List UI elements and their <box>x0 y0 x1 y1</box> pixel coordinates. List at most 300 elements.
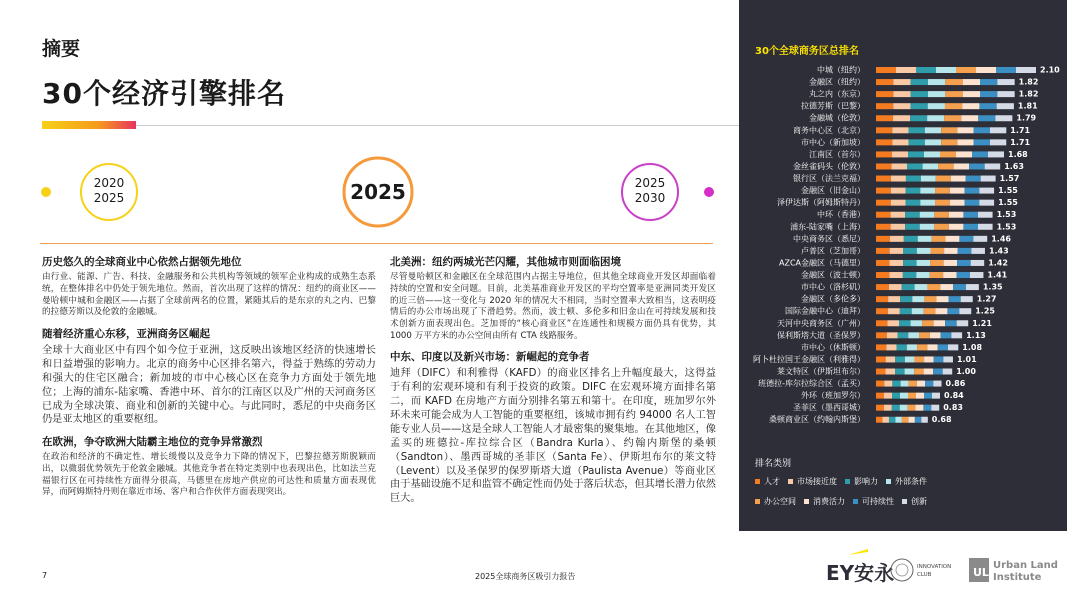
bar-segment <box>917 344 927 350</box>
value-label: 1.63 <box>1004 161 1024 171</box>
value-label: 1.82 <box>1018 89 1039 99</box>
value-label: 1.55 <box>998 198 1018 208</box>
bar-segment <box>876 272 889 278</box>
bar-segment <box>876 151 892 157</box>
bar-segment <box>917 381 925 387</box>
bar-segment <box>972 151 988 157</box>
bar-segment <box>876 91 893 97</box>
bar-segment <box>915 284 928 290</box>
legend-swatch <box>788 479 793 484</box>
bar-segment <box>890 260 904 266</box>
bar-segment <box>950 188 965 194</box>
bar-segment <box>916 405 924 411</box>
bar-segment <box>963 212 978 218</box>
bar-segment <box>907 163 923 169</box>
row-label: 保利斯塔大道（圣保罗） <box>777 330 865 340</box>
timeline-right-year-2: 2030 <box>634 191 666 205</box>
bar-segment <box>932 393 940 399</box>
row-label: 天河中央商务区（广州） <box>777 318 865 328</box>
bar-segment <box>965 200 980 206</box>
row-label: 班德拉-库尔拉综合区（孟买） <box>758 379 865 389</box>
row-label: 莱文特区（伊斯坦布尔） <box>777 367 865 376</box>
bar-segment <box>936 67 956 73</box>
bar-segment <box>892 381 900 387</box>
bar-segment <box>892 405 900 411</box>
row-label: 泽伊达斯（阿姆斯特丹） <box>777 198 865 208</box>
legend-swatch <box>755 479 760 484</box>
bar-segment <box>997 79 1014 85</box>
bar-segment <box>985 163 1001 169</box>
bar-segment <box>911 91 928 97</box>
value-label: 1.08 <box>962 342 983 352</box>
bar-segment <box>908 405 916 411</box>
legend-item <box>788 476 837 487</box>
value-label: 1.01 <box>956 354 977 364</box>
bar-segment <box>934 212 949 218</box>
legend-item <box>845 476 878 487</box>
bar-segment <box>889 284 902 290</box>
bar-segment <box>876 381 884 387</box>
bar-segment <box>927 284 940 290</box>
bar-segment <box>951 176 966 182</box>
bar-segment <box>916 272 929 278</box>
bar-segment <box>924 356 934 362</box>
bar-segment <box>890 248 904 254</box>
value-label: 0.84 <box>944 391 964 401</box>
timeline-left-year-2: 2025 <box>93 191 125 205</box>
value-label: 2.10 <box>1040 65 1060 75</box>
bar-segment <box>956 151 972 157</box>
bar-segment <box>971 248 985 254</box>
bar-segment <box>943 356 953 362</box>
bar-segment <box>966 284 979 290</box>
value-label: 1.00 <box>956 367 976 376</box>
legend-label: 人才 <box>764 477 780 486</box>
bar-segment <box>900 393 908 399</box>
bar-segment <box>889 272 902 278</box>
bar-segment <box>928 79 945 85</box>
bar-segment <box>876 296 888 302</box>
section-heading: 历史悠久的全球商业中心依然占据领先地位 <box>42 256 242 268</box>
legend-label: 外部条件 <box>895 477 927 486</box>
uli-logo-line2: Institute <box>993 572 1042 583</box>
bar-segment <box>957 127 973 133</box>
bar-segment <box>876 369 886 375</box>
bar-segment <box>928 91 945 97</box>
row-label: 圣菲区（墨西哥城） <box>793 403 865 413</box>
bar-segment <box>876 260 890 266</box>
timeline-end-dot <box>704 187 714 197</box>
legend-swatch <box>853 499 858 504</box>
bar-segment <box>876 79 893 85</box>
bar-segment <box>888 296 900 302</box>
bar-segment <box>924 393 932 399</box>
bar-segment <box>904 236 918 242</box>
bar-segment <box>938 344 948 350</box>
bar-segment <box>876 176 891 182</box>
bar-segment <box>903 260 917 266</box>
bar-segment <box>876 320 888 326</box>
bar-segment <box>976 67 996 73</box>
bar-segment <box>921 417 927 423</box>
row-label: 金丝雀码头（伦敦） <box>793 161 865 171</box>
bar-segment <box>931 405 939 411</box>
bar-segment <box>891 224 906 230</box>
bar-segment <box>945 79 962 85</box>
bar-segment <box>979 200 994 206</box>
row-label: AZCA金融区（马德里） <box>778 258 865 268</box>
bar-segment <box>902 417 908 423</box>
bar-segment <box>907 344 917 350</box>
innovation-club-logo <box>890 556 970 584</box>
bar-segment <box>940 284 953 290</box>
bar-segment <box>893 91 910 97</box>
bar-segment <box>923 405 931 411</box>
svg-text:ULI: ULI <box>973 566 994 579</box>
bar-segment <box>892 127 908 133</box>
section-body: 由行业、能源、广告、科技、金融服务和公共机构等领域的领军企业构成的成熟生态系统，在整体排名中仍处于领先地位。然而，首次出现了这样的情况：纽约的商业区——曼哈顿中城和金融区——占据了全球前两名的位置，紧随其后的是东京的丸之内、巴黎的拉德芳斯以及伦敦的金融城。 <box>42 272 376 318</box>
bar-segment <box>930 272 943 278</box>
bar-segment <box>905 356 915 362</box>
bar-segment <box>876 127 892 133</box>
bar-segment <box>973 236 987 242</box>
bar-segment <box>941 139 957 145</box>
bar-segment <box>876 200 891 206</box>
bar-segment <box>876 236 890 242</box>
bar-segment <box>925 139 941 145</box>
bar-segment <box>909 381 917 387</box>
chart-legend <box>755 476 1005 516</box>
bar-segment <box>884 393 892 399</box>
bar-segment <box>933 369 943 375</box>
bar-segment <box>876 308 888 314</box>
value-label: 0.83 <box>943 403 963 413</box>
value-label: 1.41 <box>987 270 1008 280</box>
bar-segment <box>988 151 1004 157</box>
row-label: 金融区（纽约） <box>809 77 865 87</box>
section-heading: 北美洲：纽约两城光芒闪耀，其他城市则面临困境 <box>390 256 621 268</box>
bar-segment <box>909 127 925 133</box>
bar-segment <box>895 417 901 423</box>
legend-swatch <box>755 499 760 504</box>
bar-segment <box>945 320 957 326</box>
bar-segment <box>934 224 949 230</box>
bar-segment <box>933 381 941 387</box>
bar-segment <box>990 139 1006 145</box>
bar-segment <box>974 127 990 133</box>
bar-segment <box>978 212 993 218</box>
bar-segment <box>956 67 976 73</box>
bar-segment <box>891 188 906 194</box>
section-body: 迪拜（DIFC）和利雅得（KAFD）的商业区排名上升幅度最大，这得益于有利的宏观环境和有利于投资的政策。DIFC 在宏观环境方面排名第二，而 KAFD 在房地产方面分别排名第五和第十。在印度，班加罗尔外环未来可能会成为人工智能的重要枢纽，该城市拥有约 94000 名人工智能专业人员——这是全球人工智能人才最密集的聚集地。在其他地区，像孟买的班德拉-库拉综合区（Bandra Kurla）、约翰内斯堡的桑顿（Sandton）、墨西哥城的圣菲区（Santa Fe）、伊斯坦布尔的莱文特（Levent）以及圣保罗的保罗斯塔大道（Paulista Avenue）等商业区由于基础设施不足和监管不确定性而仍处于落后状态，但其增长潜力依然巨大。 <box>390 368 716 505</box>
bar-segment <box>910 103 927 109</box>
bar-segment <box>884 405 892 411</box>
bar-segment <box>936 176 951 182</box>
bar-segment <box>910 115 927 121</box>
bar-segment <box>886 356 896 362</box>
bar-segment <box>953 284 966 290</box>
row-label: 金融城（伦敦） <box>809 113 865 123</box>
value-label: 0.68 <box>931 415 952 425</box>
legend-row <box>755 496 1005 507</box>
legend-swatch <box>902 499 907 504</box>
bar-segment <box>920 188 935 194</box>
bar-segment <box>957 260 971 266</box>
section-heading: 随着经济重心东移，亚洲商务区崛起 <box>42 327 210 340</box>
bar-segment <box>944 115 961 121</box>
bar-segment <box>908 393 916 399</box>
bar-segment <box>918 236 932 242</box>
bar-segment <box>876 139 892 145</box>
ey-logo <box>826 549 895 585</box>
legend-item <box>755 496 796 507</box>
bar-segment <box>981 176 996 182</box>
row-label: 市中心（洛杉矶） <box>801 282 865 292</box>
bar-segment <box>936 308 948 314</box>
bar-segment <box>884 381 892 387</box>
bar-segment <box>901 381 909 387</box>
value-label: 1.71 <box>1010 137 1031 147</box>
bar-segment <box>974 139 990 145</box>
timeline-start-dot <box>41 187 51 197</box>
page-title: 30个经济引擎排名 <box>42 77 286 110</box>
bar-segment <box>944 260 958 266</box>
page-number: 7 <box>42 571 48 580</box>
row-label: 银行区（法兰克福） <box>793 174 865 184</box>
bar-segment <box>912 296 924 302</box>
bar-segment <box>876 163 892 169</box>
bar-segment <box>924 369 934 375</box>
bar-segment <box>888 320 900 326</box>
bar-segment <box>945 103 962 109</box>
legend-label: 创新 <box>911 497 927 506</box>
bar-segment <box>882 417 888 423</box>
bar-segment <box>893 103 910 109</box>
row-label: 金融区（波士顿） <box>801 270 865 280</box>
bar-segment <box>911 320 923 326</box>
bar-segment <box>927 115 944 121</box>
bar-segment <box>996 67 1016 73</box>
section-kicker: 摘要 <box>42 38 81 60</box>
legend-swatch <box>886 479 891 484</box>
bar-segment <box>876 284 889 290</box>
bar-segment <box>876 103 893 109</box>
row-label: 国际金融中心（迪拜） <box>785 306 865 316</box>
bar-segment <box>978 115 995 121</box>
bar-segment <box>954 163 970 169</box>
bar-segment <box>917 248 931 254</box>
bar-segment <box>876 188 891 194</box>
bar-segment <box>949 224 964 230</box>
legend-label: 消费活力 <box>813 497 845 506</box>
bar-segment <box>995 115 1012 121</box>
legend-item <box>804 496 845 507</box>
row-label: 拉德芳斯（巴黎） <box>801 101 865 111</box>
bar-segment <box>900 296 912 302</box>
bar-segment <box>978 224 993 230</box>
legend-swatch <box>845 479 850 484</box>
row-label: 商务中心区（北京） <box>793 125 865 135</box>
bar-segment <box>927 344 937 350</box>
value-label: 1.81 <box>1017 101 1038 111</box>
bar-segment <box>930 332 941 338</box>
row-label: 金融区（旧金山） <box>801 186 865 196</box>
timeline <box>40 155 720 235</box>
timeline-center-year: 2025 <box>350 180 406 204</box>
section-body: 尽管曼哈顿区和金融区在全球范围内占据主导地位，但其他全球商业开发区却面临着持续的空置和安全问题。目前，北美基准商业开发区的平均空置率是亚洲同类开发区的近三倍——这一变化与 2020 年的情况大不相同，当时空置率大致相当，这表明疫情后的办公市场出现了下滑趋势。然而，波士顿、多伦多和旧金山在可持续发展和技术创新方面表现出色。芝加哥的“核心商业区”在连通性和规模方面仍具有优势，其 1000 万平方米的办公空间由所有 CTA 线路服务。 <box>390 272 716 341</box>
bar-segment <box>888 308 900 314</box>
bar-segment <box>886 369 896 375</box>
bar-segment <box>906 176 921 182</box>
bar-segment <box>916 67 936 73</box>
club-logo-line1: INNOVATION <box>917 564 952 570</box>
bar-segment <box>946 236 960 242</box>
value-label: 1.46 <box>991 234 1011 244</box>
bar-segment <box>893 115 910 121</box>
bar-segment <box>990 127 1006 133</box>
row-label: 金融区（多伦多） <box>801 294 865 304</box>
value-label: 1.27 <box>976 294 997 304</box>
value-label: 1.21 <box>972 318 992 328</box>
left-column <box>42 256 376 508</box>
bar-segment <box>916 393 924 399</box>
value-label: 1.35 <box>982 282 1003 292</box>
footer-report-title: 2025全球商务区吸引力报告 <box>475 572 576 581</box>
bar-segment <box>951 332 962 338</box>
timeline-divider <box>40 243 713 244</box>
bar-segment <box>906 200 921 206</box>
row-label: 市中心（休斯顿） <box>801 342 865 352</box>
bar-segment <box>1016 67 1036 73</box>
bar-segment <box>934 356 944 362</box>
bar-segment <box>911 79 928 85</box>
section-heading: 中东、印度以及新兴市场：新崛起的竞争者 <box>390 351 590 364</box>
row-label: 浦东-陆家嘴（上海） <box>790 222 865 232</box>
bar-segment <box>943 369 953 375</box>
bar-segment <box>948 344 958 350</box>
bar-segment <box>876 332 887 338</box>
bar-segment <box>889 417 895 423</box>
bar-segment <box>876 115 893 121</box>
bar-segment <box>903 248 917 254</box>
bar-segment <box>980 79 997 85</box>
bar-segment <box>935 188 950 194</box>
bar-segment <box>930 248 944 254</box>
bar-segment <box>935 200 950 206</box>
bar-segment <box>905 224 920 230</box>
bar-segment <box>898 332 909 338</box>
bar-segment <box>943 272 956 278</box>
bar-segment <box>895 369 905 375</box>
bar-segment <box>950 200 965 206</box>
bar-segment <box>944 248 958 254</box>
bar-segment <box>970 272 983 278</box>
bar-segment <box>900 308 912 314</box>
bar-segment <box>921 176 936 182</box>
bar-segment <box>957 139 973 145</box>
bar-segment <box>949 296 961 302</box>
bar-segment <box>923 163 939 169</box>
bar-segment <box>938 163 954 169</box>
legend-item <box>886 476 927 487</box>
bar-segment <box>914 369 924 375</box>
bar-segment <box>920 200 935 206</box>
bar-segment <box>892 151 908 157</box>
bar-segment <box>876 212 891 218</box>
bar-segment <box>936 296 948 302</box>
row-label: 桑顿商业区（约翰内斯堡） <box>769 415 865 425</box>
bar-segment <box>932 236 946 242</box>
bar-segment <box>949 212 964 218</box>
bar-segment <box>908 151 924 157</box>
legend-row <box>755 476 1005 487</box>
uli-logo-line1: Urban Land <box>993 560 1058 571</box>
legend-item <box>853 496 894 507</box>
section-body: 在政治和经济的不确定性、增长缓慢以及竞争力下降的情况下，巴黎拉德芳斯脱颖而出，以微弱优势领先于伦敦金融城。其他竞争者在特定类别中也表现出色，比如法兰克福银行区在可持续性方面得分很高，马德里在房地产供应的可达性和质量方面表现优异，而阿姆斯特丹则在靠近市场、客户和合作伙伴方面表现突出。 <box>42 452 376 498</box>
bar-segment <box>899 320 911 326</box>
section-heading: 在欧洲，争夺欧洲大陆霸主地位的竞争异常激烈 <box>42 436 263 449</box>
bar-segment <box>876 344 886 350</box>
club-logo-line2: CLUB <box>917 572 932 578</box>
bar-segment <box>896 67 916 73</box>
bar-segment <box>876 356 886 362</box>
bar-segment <box>895 356 905 362</box>
value-label: 1.71 <box>1010 125 1031 135</box>
bar-segment <box>997 103 1014 109</box>
row-label: 阿卜杜拉国王金融区（利雅得） <box>753 354 865 364</box>
bar-segment <box>915 417 921 423</box>
row-label: 江南区（首尔） <box>809 149 865 159</box>
bar-segment <box>971 260 985 266</box>
bar-segment <box>905 212 920 218</box>
value-label: 1.43 <box>988 246 1009 256</box>
bar-segment <box>979 103 996 109</box>
value-label: 1.25 <box>975 306 995 316</box>
bar-segment <box>945 91 962 97</box>
bar-segment <box>886 344 896 350</box>
bar-segment <box>934 320 946 326</box>
bar-segment <box>962 103 979 109</box>
ey-logo-text: EY安永 <box>826 561 895 585</box>
bar-segment <box>892 163 908 169</box>
bar-segment <box>902 284 915 290</box>
chart-title: 30个全球商务区总排名 <box>755 46 859 57</box>
value-label: 1.53 <box>996 210 1017 220</box>
row-label: 市中心（新加坡） <box>801 137 865 147</box>
value-label: 1.53 <box>996 222 1017 232</box>
bar-segment <box>909 139 925 145</box>
bar-segment <box>887 332 898 338</box>
value-label: 1.55 <box>998 186 1018 196</box>
bar-segment <box>925 381 933 387</box>
bar-segment <box>920 224 935 230</box>
bar-segment <box>959 308 971 314</box>
legend-label: 影响力 <box>854 477 878 486</box>
title-accent-bar <box>42 121 136 129</box>
bar-segment <box>912 308 924 314</box>
row-label: 卢普区（芝加哥） <box>801 246 865 256</box>
bar-segment <box>906 188 921 194</box>
bar-segment <box>891 176 906 182</box>
right-column <box>390 256 716 515</box>
legend-label: 办公空间 <box>764 497 796 506</box>
value-label: 1.82 <box>1018 77 1039 87</box>
bar-segment <box>924 296 936 302</box>
bar-segment <box>963 79 980 85</box>
row-label: 外环（班加罗尔） <box>801 391 865 401</box>
timeline-right-year-1: 2025 <box>634 176 666 190</box>
bar-segment <box>891 212 906 218</box>
